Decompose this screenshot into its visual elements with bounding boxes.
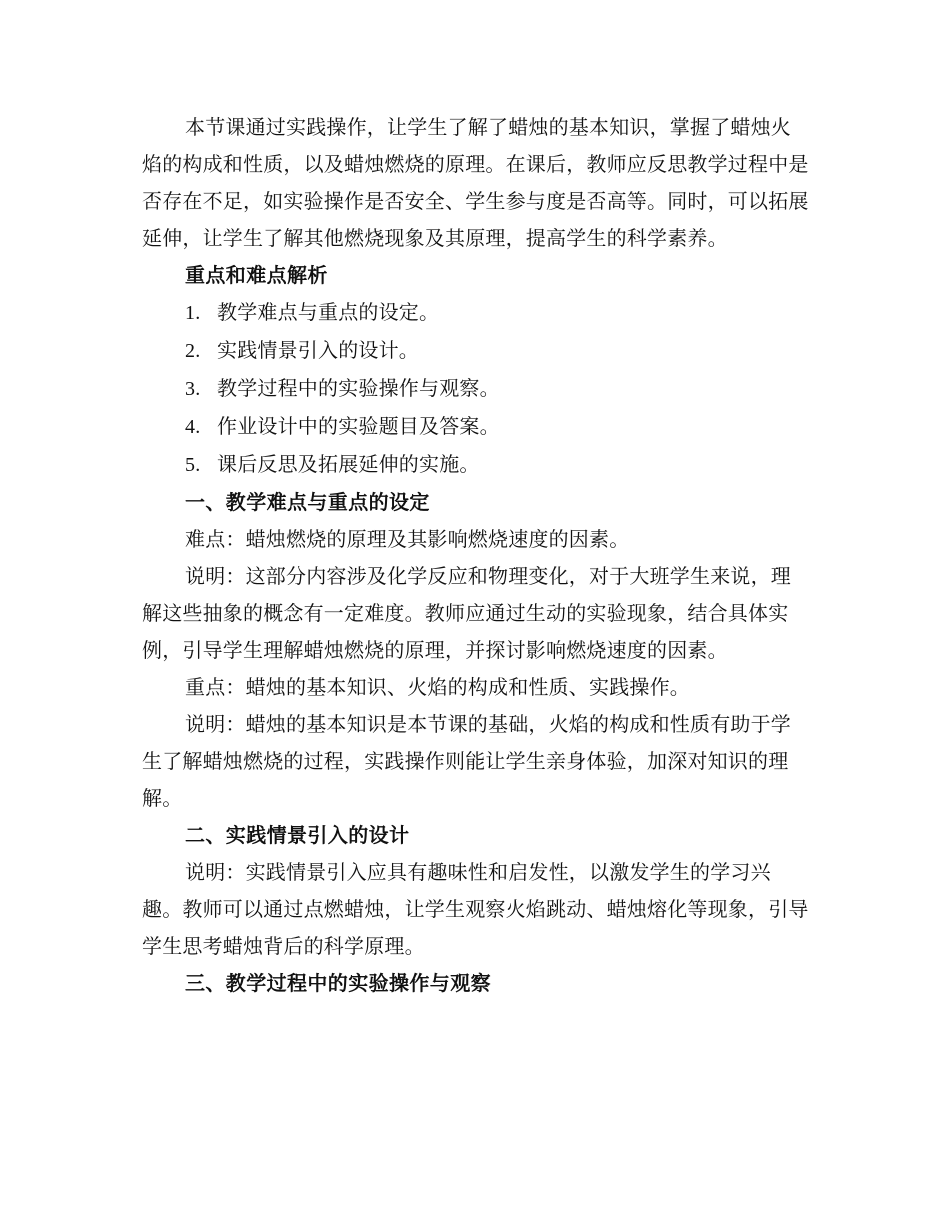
- section3-heading: 三、教学过程中的实验操作与观察: [185, 971, 491, 995]
- list-item: 4. 作业设计中的实验题目及答案。: [185, 414, 500, 438]
- section1-difficulty-note: 说明：这部分内容涉及化学反应和物理变化，对于大班学生来说，理解这些抽象的概念有一定难度。教师应通过生动的实验现象，结合具体实例，引导学生理解蜡烛燃烧的原理，并探讨影响燃烧速度的因素。: [142, 564, 791, 662]
- section1-key-point-note: 说明：蜡烛的基本知识是本节课的基础，火焰的构成和性质有助于学生了解蜡烛燃烧的过程，实践操作则能让学生亲身体验，加深对知识的理解。: [142, 712, 791, 810]
- list-item: 3. 教学过程中的实验操作与观察。: [185, 376, 500, 400]
- section1-heading: 一、教学难点与重点的设定: [185, 490, 430, 514]
- intro-paragraph: 本节课通过实践操作，让学生了解了蜡烛的基本知识，掌握了蜡烛火焰的构成和性质，以及蜡烛燃烧的原理。在课后，教师应反思教学过程中是否存在不足，如实验操作是否安全、学生参与度是否高等。同时，可以拓展延伸，让学生了解其他燃烧现象及其原理，提高学生的科学素养。: [142, 115, 809, 250]
- section2-note: 说明：实践情景引入应具有趣味性和启发性，以激发学生的学习兴趣。教师可以通过点燃蜡烛，让学生观察火焰跳动、蜡烛熔化等现象，引导学生思考蜡烛背后的科学原理。: [142, 860, 809, 958]
- section2-heading: 二、实践情景引入的设计: [185, 823, 410, 847]
- analysis-heading: 重点和难点解析: [185, 263, 328, 287]
- list-item: 5. 课后反思及拓展延伸的实施。: [185, 452, 480, 476]
- key-points-list: [142, 294, 810, 484]
- section1-key-point: 重点：蜡烛的基本知识、火焰的构成和性质、实践操作。: [185, 675, 690, 699]
- list-item: 2. 实践情景引入的设计。: [185, 338, 419, 362]
- list-item: 1. 教学难点与重点的设定。: [185, 300, 440, 324]
- section1-difficulty: 难点：蜡烛燃烧的原理及其影响燃烧速度的因素。: [185, 527, 630, 551]
